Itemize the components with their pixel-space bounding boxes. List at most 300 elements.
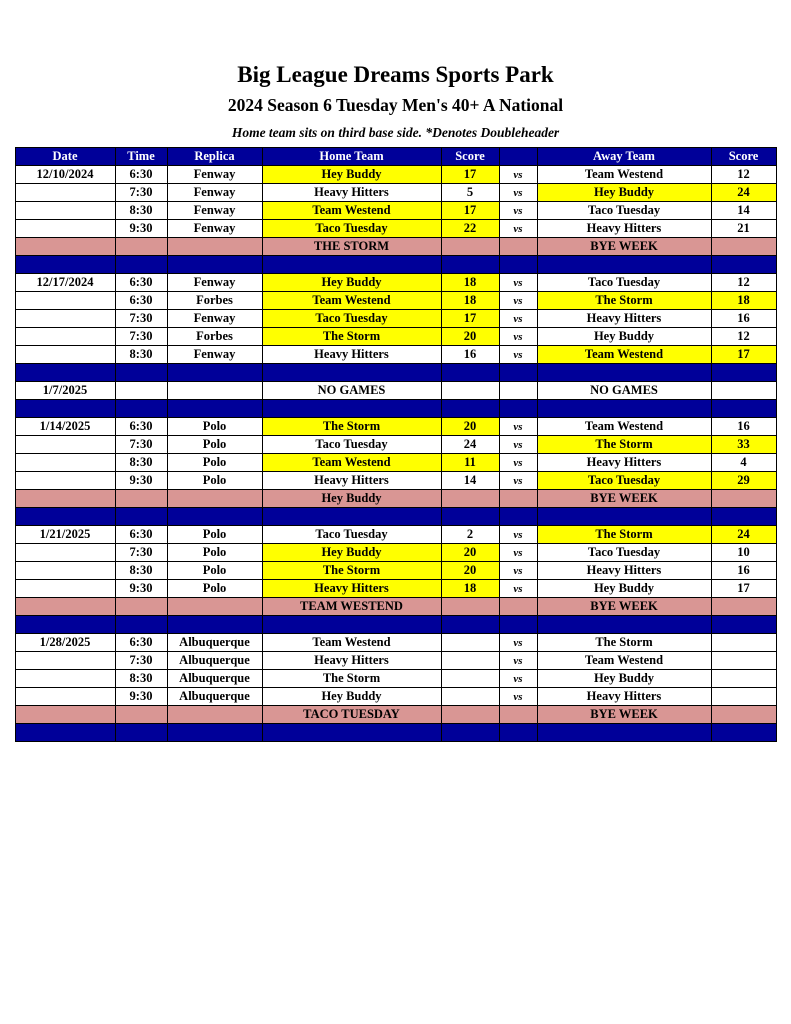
home-team-cell: Hey Buddy bbox=[262, 544, 441, 562]
page-note: Home team sits on third base side. *Denotes Doubleheader bbox=[231, 125, 560, 140]
replica-cell bbox=[167, 256, 262, 274]
replica-cell: Fenway bbox=[167, 184, 262, 202]
date-cell bbox=[15, 454, 115, 472]
away-team-cell: Hey Buddy bbox=[537, 184, 711, 202]
vs-cell: vs bbox=[499, 166, 537, 184]
replica-header: Replica bbox=[167, 148, 262, 166]
time-cell: 8:30 bbox=[115, 670, 167, 688]
replica-cell bbox=[167, 400, 262, 418]
away-team-cell: Hey Buddy bbox=[537, 580, 711, 598]
vs-cell bbox=[499, 256, 537, 274]
away-team-cell: Team Westend bbox=[537, 652, 711, 670]
game-row bbox=[15, 526, 776, 544]
time-cell: 9:30 bbox=[115, 580, 167, 598]
replica-cell bbox=[167, 382, 262, 400]
away-team-cell: Heavy Hitters bbox=[537, 310, 711, 328]
away-team-cell: BYE WEEK bbox=[537, 490, 711, 508]
game-row bbox=[15, 274, 776, 292]
game-row bbox=[15, 454, 776, 472]
home-score-cell: 16 bbox=[441, 346, 499, 364]
vs-cell: vs bbox=[499, 472, 537, 490]
game-row bbox=[15, 166, 776, 184]
spacer-row bbox=[15, 364, 776, 382]
home-score-cell bbox=[441, 634, 499, 652]
vs-cell bbox=[499, 508, 537, 526]
vs-cell: vs bbox=[499, 202, 537, 220]
replica-cell: Fenway bbox=[167, 310, 262, 328]
vs-cell: vs bbox=[499, 220, 537, 238]
spacer-row bbox=[15, 508, 776, 526]
vs-cell: vs bbox=[499, 580, 537, 598]
replica-cell: Polo bbox=[167, 454, 262, 472]
home-score-cell: 22 bbox=[441, 220, 499, 238]
home-score-cell: 20 bbox=[441, 562, 499, 580]
away-score-cell bbox=[711, 382, 776, 400]
away-score-cell: 4 bbox=[711, 454, 776, 472]
home-team-cell: Taco Tuesday bbox=[262, 310, 441, 328]
vs-cell bbox=[499, 364, 537, 382]
bye-row bbox=[15, 490, 776, 508]
away-team-cell: BYE WEEK bbox=[537, 238, 711, 256]
home-team-cell: Taco Tuesday bbox=[262, 220, 441, 238]
replica-cell bbox=[167, 364, 262, 382]
replica-cell: Forbes bbox=[167, 292, 262, 310]
away-score-cell bbox=[711, 364, 776, 382]
bye-row bbox=[15, 598, 776, 616]
home-score-header: Score bbox=[441, 148, 499, 166]
home-team-cell: Team Westend bbox=[262, 202, 441, 220]
spacer-row bbox=[15, 400, 776, 418]
away-score-cell: 16 bbox=[711, 310, 776, 328]
home-score-cell bbox=[441, 382, 499, 400]
game-row bbox=[15, 562, 776, 580]
bye-row bbox=[15, 238, 776, 256]
home-score-cell: 24 bbox=[441, 436, 499, 454]
date-cell: 1/21/2025 bbox=[15, 526, 115, 544]
home-score-cell: 14 bbox=[441, 472, 499, 490]
away-team-cell: BYE WEEK bbox=[537, 598, 711, 616]
schedule-table bbox=[15, 147, 777, 742]
date-cell bbox=[15, 508, 115, 526]
time-cell bbox=[115, 706, 167, 724]
replica-cell: Polo bbox=[167, 580, 262, 598]
date-cell bbox=[15, 256, 115, 274]
away-score-cell: 17 bbox=[711, 580, 776, 598]
away-score-cell bbox=[711, 616, 776, 634]
game-row bbox=[15, 346, 776, 364]
home-score-cell bbox=[441, 724, 499, 742]
away-score-cell: 24 bbox=[711, 184, 776, 202]
home-score-cell: 20 bbox=[441, 418, 499, 436]
away-score-cell: 14 bbox=[711, 202, 776, 220]
game-row bbox=[15, 184, 776, 202]
away-score-cell bbox=[711, 670, 776, 688]
time-cell: 6:30 bbox=[115, 166, 167, 184]
date-cell bbox=[15, 724, 115, 742]
home-team-cell: The Storm bbox=[262, 418, 441, 436]
time-cell bbox=[115, 382, 167, 400]
away-score-cell: 12 bbox=[711, 166, 776, 184]
home-score-cell bbox=[441, 670, 499, 688]
vs-cell bbox=[499, 724, 537, 742]
date-cell bbox=[15, 544, 115, 562]
away-score-cell: 16 bbox=[711, 418, 776, 436]
date-cell: 12/10/2024 bbox=[15, 166, 115, 184]
date-cell bbox=[15, 310, 115, 328]
home-team-cell: Team Westend bbox=[262, 634, 441, 652]
away-team-cell: Hey Buddy bbox=[537, 328, 711, 346]
time-cell: 9:30 bbox=[115, 472, 167, 490]
home-team-cell: TEAM WESTEND bbox=[262, 598, 441, 616]
home-score-cell: 11 bbox=[441, 454, 499, 472]
vs-cell: vs bbox=[499, 688, 537, 706]
game-row bbox=[15, 202, 776, 220]
home-score-cell bbox=[441, 706, 499, 724]
page-subtitle: 2024 Season 6 Tuesday Men's 40+ A National bbox=[227, 95, 564, 115]
away-team-cell bbox=[537, 364, 711, 382]
game-row bbox=[15, 418, 776, 436]
vs-cell: vs bbox=[499, 544, 537, 562]
home-team-cell: Heavy Hitters bbox=[262, 346, 441, 364]
away-score-cell: 10 bbox=[711, 544, 776, 562]
away-score-cell: 29 bbox=[711, 472, 776, 490]
away-team-cell bbox=[537, 616, 711, 634]
away-score-cell: 24 bbox=[711, 526, 776, 544]
away-score-cell bbox=[711, 724, 776, 742]
time-cell: 7:30 bbox=[115, 310, 167, 328]
vs-cell: vs bbox=[499, 292, 537, 310]
home-score-cell bbox=[441, 364, 499, 382]
date-cell bbox=[15, 400, 115, 418]
replica-cell: Polo bbox=[167, 436, 262, 454]
replica-cell bbox=[167, 238, 262, 256]
home-score-cell bbox=[441, 652, 499, 670]
replica-cell bbox=[167, 598, 262, 616]
vs-header bbox=[499, 148, 537, 166]
vs-cell: vs bbox=[499, 454, 537, 472]
page-title: Big League Dreams Sports Park bbox=[237, 62, 554, 87]
replica-cell bbox=[167, 724, 262, 742]
vs-cell: vs bbox=[499, 274, 537, 292]
home-score-cell bbox=[441, 400, 499, 418]
home-score-cell bbox=[441, 598, 499, 616]
time-cell bbox=[115, 724, 167, 742]
home-team-cell: Hey Buddy bbox=[262, 490, 441, 508]
vs-cell: vs bbox=[499, 184, 537, 202]
date-cell bbox=[15, 706, 115, 724]
away-score-cell bbox=[711, 688, 776, 706]
away-team-cell bbox=[537, 400, 711, 418]
game-row bbox=[15, 670, 776, 688]
time-cell: 7:30 bbox=[115, 436, 167, 454]
vs-cell: vs bbox=[499, 310, 537, 328]
header-row bbox=[15, 148, 776, 166]
time-cell: 7:30 bbox=[115, 652, 167, 670]
home-team-cell: Team Westend bbox=[262, 292, 441, 310]
home-team-cell: The Storm bbox=[262, 562, 441, 580]
time-cell bbox=[115, 598, 167, 616]
date-cell bbox=[15, 598, 115, 616]
away-score-cell: 18 bbox=[711, 292, 776, 310]
date-cell bbox=[15, 220, 115, 238]
home-score-cell: 2 bbox=[441, 526, 499, 544]
time-cell: 8:30 bbox=[115, 454, 167, 472]
home-team-cell: Heavy Hitters bbox=[262, 652, 441, 670]
home-team-cell: Team Westend bbox=[262, 454, 441, 472]
bye-row bbox=[15, 706, 776, 724]
time-cell: 6:30 bbox=[115, 292, 167, 310]
time-cell bbox=[115, 616, 167, 634]
away-team-cell: NO GAMES bbox=[537, 382, 711, 400]
time-cell: 8:30 bbox=[115, 562, 167, 580]
date-cell bbox=[15, 436, 115, 454]
replica-cell: Albuquerque bbox=[167, 688, 262, 706]
home-team-cell: Taco Tuesday bbox=[262, 436, 441, 454]
time-cell: 9:30 bbox=[115, 688, 167, 706]
away-score-cell bbox=[711, 508, 776, 526]
game-row bbox=[15, 544, 776, 562]
time-cell: 7:30 bbox=[115, 328, 167, 346]
away-score-cell: 12 bbox=[711, 328, 776, 346]
home-team-cell bbox=[262, 616, 441, 634]
date-header: Date bbox=[15, 148, 115, 166]
away-score-cell bbox=[711, 238, 776, 256]
home-team-cell: The Storm bbox=[262, 328, 441, 346]
replica-cell bbox=[167, 508, 262, 526]
replica-cell bbox=[167, 706, 262, 724]
game-row bbox=[15, 652, 776, 670]
replica-cell bbox=[167, 616, 262, 634]
date-cell bbox=[15, 580, 115, 598]
away-team-cell bbox=[537, 256, 711, 274]
vs-cell: vs bbox=[499, 562, 537, 580]
vs-cell: vs bbox=[499, 652, 537, 670]
home-team-cell bbox=[262, 400, 441, 418]
vs-cell: vs bbox=[499, 418, 537, 436]
replica-cell: Albuquerque bbox=[167, 634, 262, 652]
away-team-cell: Hey Buddy bbox=[537, 670, 711, 688]
home-team-header: Home Team bbox=[262, 148, 441, 166]
away-team-cell: The Storm bbox=[537, 526, 711, 544]
spacer-row bbox=[15, 256, 776, 274]
replica-cell: Polo bbox=[167, 544, 262, 562]
replica-cell: Fenway bbox=[167, 166, 262, 184]
game-row bbox=[15, 292, 776, 310]
game-row bbox=[15, 310, 776, 328]
date-cell: 1/7/2025 bbox=[15, 382, 115, 400]
vs-cell bbox=[499, 400, 537, 418]
away-score-cell bbox=[711, 652, 776, 670]
home-team-cell: Hey Buddy bbox=[262, 274, 441, 292]
replica-cell: Albuquerque bbox=[167, 670, 262, 688]
away-score-cell: 21 bbox=[711, 220, 776, 238]
home-score-cell bbox=[441, 490, 499, 508]
replica-cell: Polo bbox=[167, 472, 262, 490]
time-cell: 6:30 bbox=[115, 418, 167, 436]
date-cell: 12/17/2024 bbox=[15, 274, 115, 292]
vs-cell: vs bbox=[499, 526, 537, 544]
vs-cell: vs bbox=[499, 328, 537, 346]
away-team-header: Away Team bbox=[537, 148, 711, 166]
date-cell bbox=[15, 184, 115, 202]
replica-cell: Polo bbox=[167, 526, 262, 544]
time-cell bbox=[115, 238, 167, 256]
away-team-cell: Team Westend bbox=[537, 418, 711, 436]
away-score-cell bbox=[711, 598, 776, 616]
replica-cell: Polo bbox=[167, 418, 262, 436]
game-row bbox=[15, 436, 776, 454]
replica-cell: Fenway bbox=[167, 202, 262, 220]
time-cell: 6:30 bbox=[115, 634, 167, 652]
away-team-cell: Team Westend bbox=[537, 166, 711, 184]
home-score-cell bbox=[441, 688, 499, 706]
time-cell: 7:30 bbox=[115, 184, 167, 202]
date-cell bbox=[15, 292, 115, 310]
date-cell bbox=[15, 346, 115, 364]
vs-cell bbox=[499, 490, 537, 508]
home-team-cell bbox=[262, 724, 441, 742]
home-score-cell: 20 bbox=[441, 544, 499, 562]
replica-cell: Polo bbox=[167, 562, 262, 580]
home-team-cell: Taco Tuesday bbox=[262, 526, 441, 544]
vs-cell: vs bbox=[499, 634, 537, 652]
away-score-cell bbox=[711, 634, 776, 652]
away-team-cell: The Storm bbox=[537, 292, 711, 310]
away-team-cell: Heavy Hitters bbox=[537, 562, 711, 580]
nogames-row bbox=[15, 382, 776, 400]
vs-cell: vs bbox=[499, 670, 537, 688]
away-team-cell bbox=[537, 724, 711, 742]
time-cell bbox=[115, 400, 167, 418]
time-cell: 7:30 bbox=[115, 544, 167, 562]
time-cell: 8:30 bbox=[115, 202, 167, 220]
away-score-header: Score bbox=[711, 148, 776, 166]
replica-cell: Albuquerque bbox=[167, 652, 262, 670]
home-score-cell: 17 bbox=[441, 166, 499, 184]
date-cell bbox=[15, 562, 115, 580]
replica-cell: Fenway bbox=[167, 274, 262, 292]
time-cell bbox=[115, 508, 167, 526]
away-score-cell bbox=[711, 256, 776, 274]
away-team-cell: Heavy Hitters bbox=[537, 220, 711, 238]
date-cell bbox=[15, 472, 115, 490]
game-row bbox=[15, 580, 776, 598]
away-score-cell: 12 bbox=[711, 274, 776, 292]
game-row bbox=[15, 634, 776, 652]
away-team-cell: Taco Tuesday bbox=[537, 472, 711, 490]
away-team-cell: The Storm bbox=[537, 436, 711, 454]
away-team-cell: BYE WEEK bbox=[537, 706, 711, 724]
time-cell bbox=[115, 256, 167, 274]
home-team-cell: Hey Buddy bbox=[262, 166, 441, 184]
home-score-cell: 20 bbox=[441, 328, 499, 346]
game-row bbox=[15, 472, 776, 490]
replica-cell bbox=[167, 490, 262, 508]
vs-cell: vs bbox=[499, 346, 537, 364]
date-cell bbox=[15, 652, 115, 670]
date-cell bbox=[15, 364, 115, 382]
home-team-cell: Heavy Hitters bbox=[262, 472, 441, 490]
time-cell: 6:30 bbox=[115, 274, 167, 292]
vs-cell bbox=[499, 706, 537, 724]
time-cell bbox=[115, 364, 167, 382]
home-team-cell: Hey Buddy bbox=[262, 688, 441, 706]
date-cell bbox=[15, 238, 115, 256]
game-row bbox=[15, 328, 776, 346]
away-score-cell bbox=[711, 400, 776, 418]
home-team-cell: Heavy Hitters bbox=[262, 580, 441, 598]
home-score-cell bbox=[441, 238, 499, 256]
vs-cell bbox=[499, 598, 537, 616]
home-score-cell bbox=[441, 616, 499, 634]
away-team-cell: Taco Tuesday bbox=[537, 274, 711, 292]
date-cell bbox=[15, 202, 115, 220]
away-score-cell: 16 bbox=[711, 562, 776, 580]
date-cell: 1/14/2025 bbox=[15, 418, 115, 436]
spacer-row bbox=[15, 616, 776, 634]
time-cell: 6:30 bbox=[115, 526, 167, 544]
home-score-cell bbox=[441, 508, 499, 526]
replica-cell: Fenway bbox=[167, 220, 262, 238]
home-team-cell: TACO TUESDAY bbox=[262, 706, 441, 724]
time-header: Time bbox=[115, 148, 167, 166]
home-team-cell bbox=[262, 256, 441, 274]
home-team-cell: The Storm bbox=[262, 670, 441, 688]
away-team-cell: Heavy Hitters bbox=[537, 454, 711, 472]
date-cell bbox=[15, 328, 115, 346]
replica-cell: Fenway bbox=[167, 346, 262, 364]
away-team-cell: Taco Tuesday bbox=[537, 202, 711, 220]
time-cell: 8:30 bbox=[115, 346, 167, 364]
home-score-cell: 5 bbox=[441, 184, 499, 202]
away-team-cell: Team Westend bbox=[537, 346, 711, 364]
time-cell bbox=[115, 490, 167, 508]
home-team-cell bbox=[262, 508, 441, 526]
vs-cell bbox=[499, 382, 537, 400]
spacer-row bbox=[15, 724, 776, 742]
date-cell: 1/28/2025 bbox=[15, 634, 115, 652]
away-score-cell: 33 bbox=[711, 436, 776, 454]
away-score-cell bbox=[711, 706, 776, 724]
vs-cell: vs bbox=[499, 436, 537, 454]
home-team-cell: NO GAMES bbox=[262, 382, 441, 400]
home-score-cell: 18 bbox=[441, 292, 499, 310]
page-header bbox=[0, 62, 791, 141]
date-cell bbox=[15, 616, 115, 634]
away-team-cell: Heavy Hitters bbox=[537, 688, 711, 706]
time-cell: 9:30 bbox=[115, 220, 167, 238]
home-score-cell: 17 bbox=[441, 202, 499, 220]
home-score-cell: 18 bbox=[441, 274, 499, 292]
home-team-cell bbox=[262, 364, 441, 382]
away-team-cell bbox=[537, 508, 711, 526]
date-cell bbox=[15, 688, 115, 706]
replica-cell: Forbes bbox=[167, 328, 262, 346]
home-score-cell: 18 bbox=[441, 580, 499, 598]
date-cell bbox=[15, 670, 115, 688]
date-cell bbox=[15, 490, 115, 508]
vs-cell bbox=[499, 616, 537, 634]
away-score-cell: 17 bbox=[711, 346, 776, 364]
home-score-cell bbox=[441, 256, 499, 274]
home-score-cell: 17 bbox=[441, 310, 499, 328]
away-team-cell: Taco Tuesday bbox=[537, 544, 711, 562]
away-team-cell: The Storm bbox=[537, 634, 711, 652]
game-row bbox=[15, 688, 776, 706]
game-row bbox=[15, 220, 776, 238]
away-score-cell bbox=[711, 490, 776, 508]
vs-cell bbox=[499, 238, 537, 256]
